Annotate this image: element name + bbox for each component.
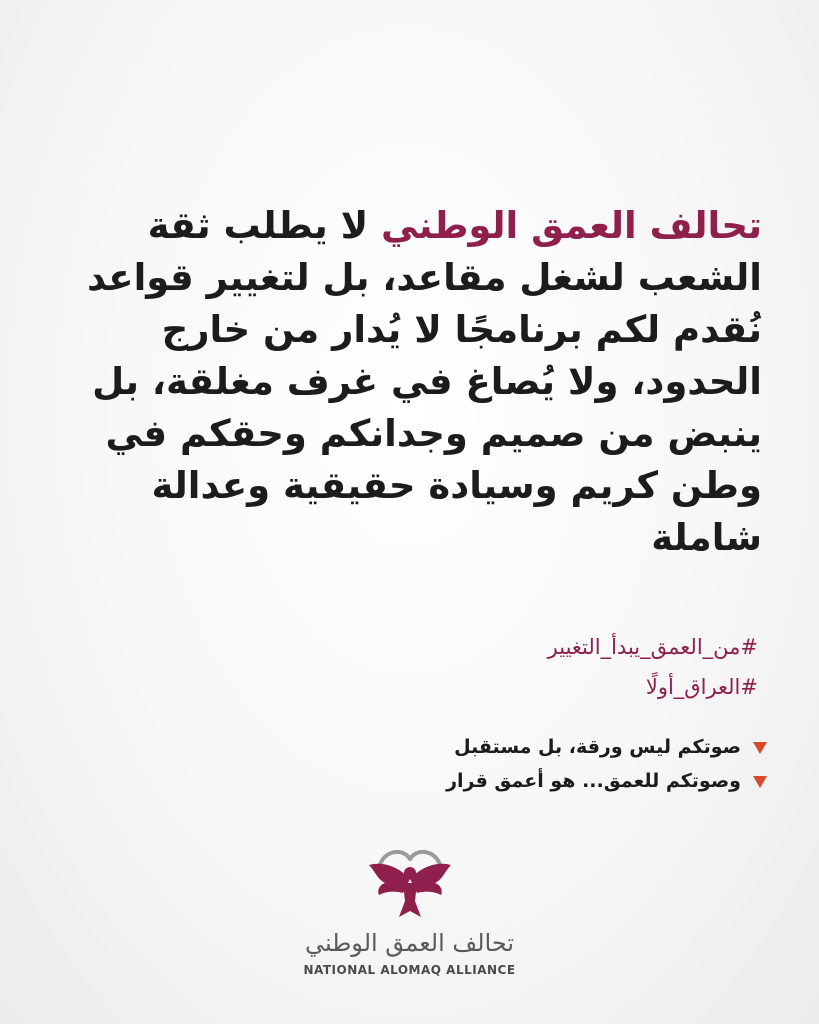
triangle-bullet-icon [753,742,767,754]
statement-body: لا يطلب ثقة الشعب لشغل مقاعد، بل لتغيير قواعد نُقدم لكم برنامجًا لا يُدار من خارج الحدود، ولا يُصاغ في غرف مغلقة، بل ينبض من صميم وجدانكم وحقكم في وطن كريم وسيادة حقيقية وعدالة شاملة [86,204,762,559]
triangle-bullet-icon [753,776,767,788]
main-statement [40,200,762,564]
bullet-text: صوتكم ليس ورقة، بل مستقبل [454,736,741,758]
alliance-logo [0,843,819,977]
bullet-list [40,730,767,798]
hashtag-iraq-first: #العراق_أولًا [645,675,758,699]
bullet-item [40,764,767,798]
logo-arabic-name: تحالف العمق الوطني [304,929,515,957]
hashtag-list [40,627,758,707]
eagle-emblem-icon [365,843,455,923]
alliance-name-highlight: تحالف العمق الوطني [381,204,762,247]
logo-english-name: NATIONAL ALOMAQ ALLIANCE [303,963,516,977]
hashtag-change: #من_العمق_يبدأ_التغيير [547,635,758,659]
bullet-item [40,730,767,764]
bullet-text: وصوتكم للعمق... هو أعمق قرار [446,770,741,792]
